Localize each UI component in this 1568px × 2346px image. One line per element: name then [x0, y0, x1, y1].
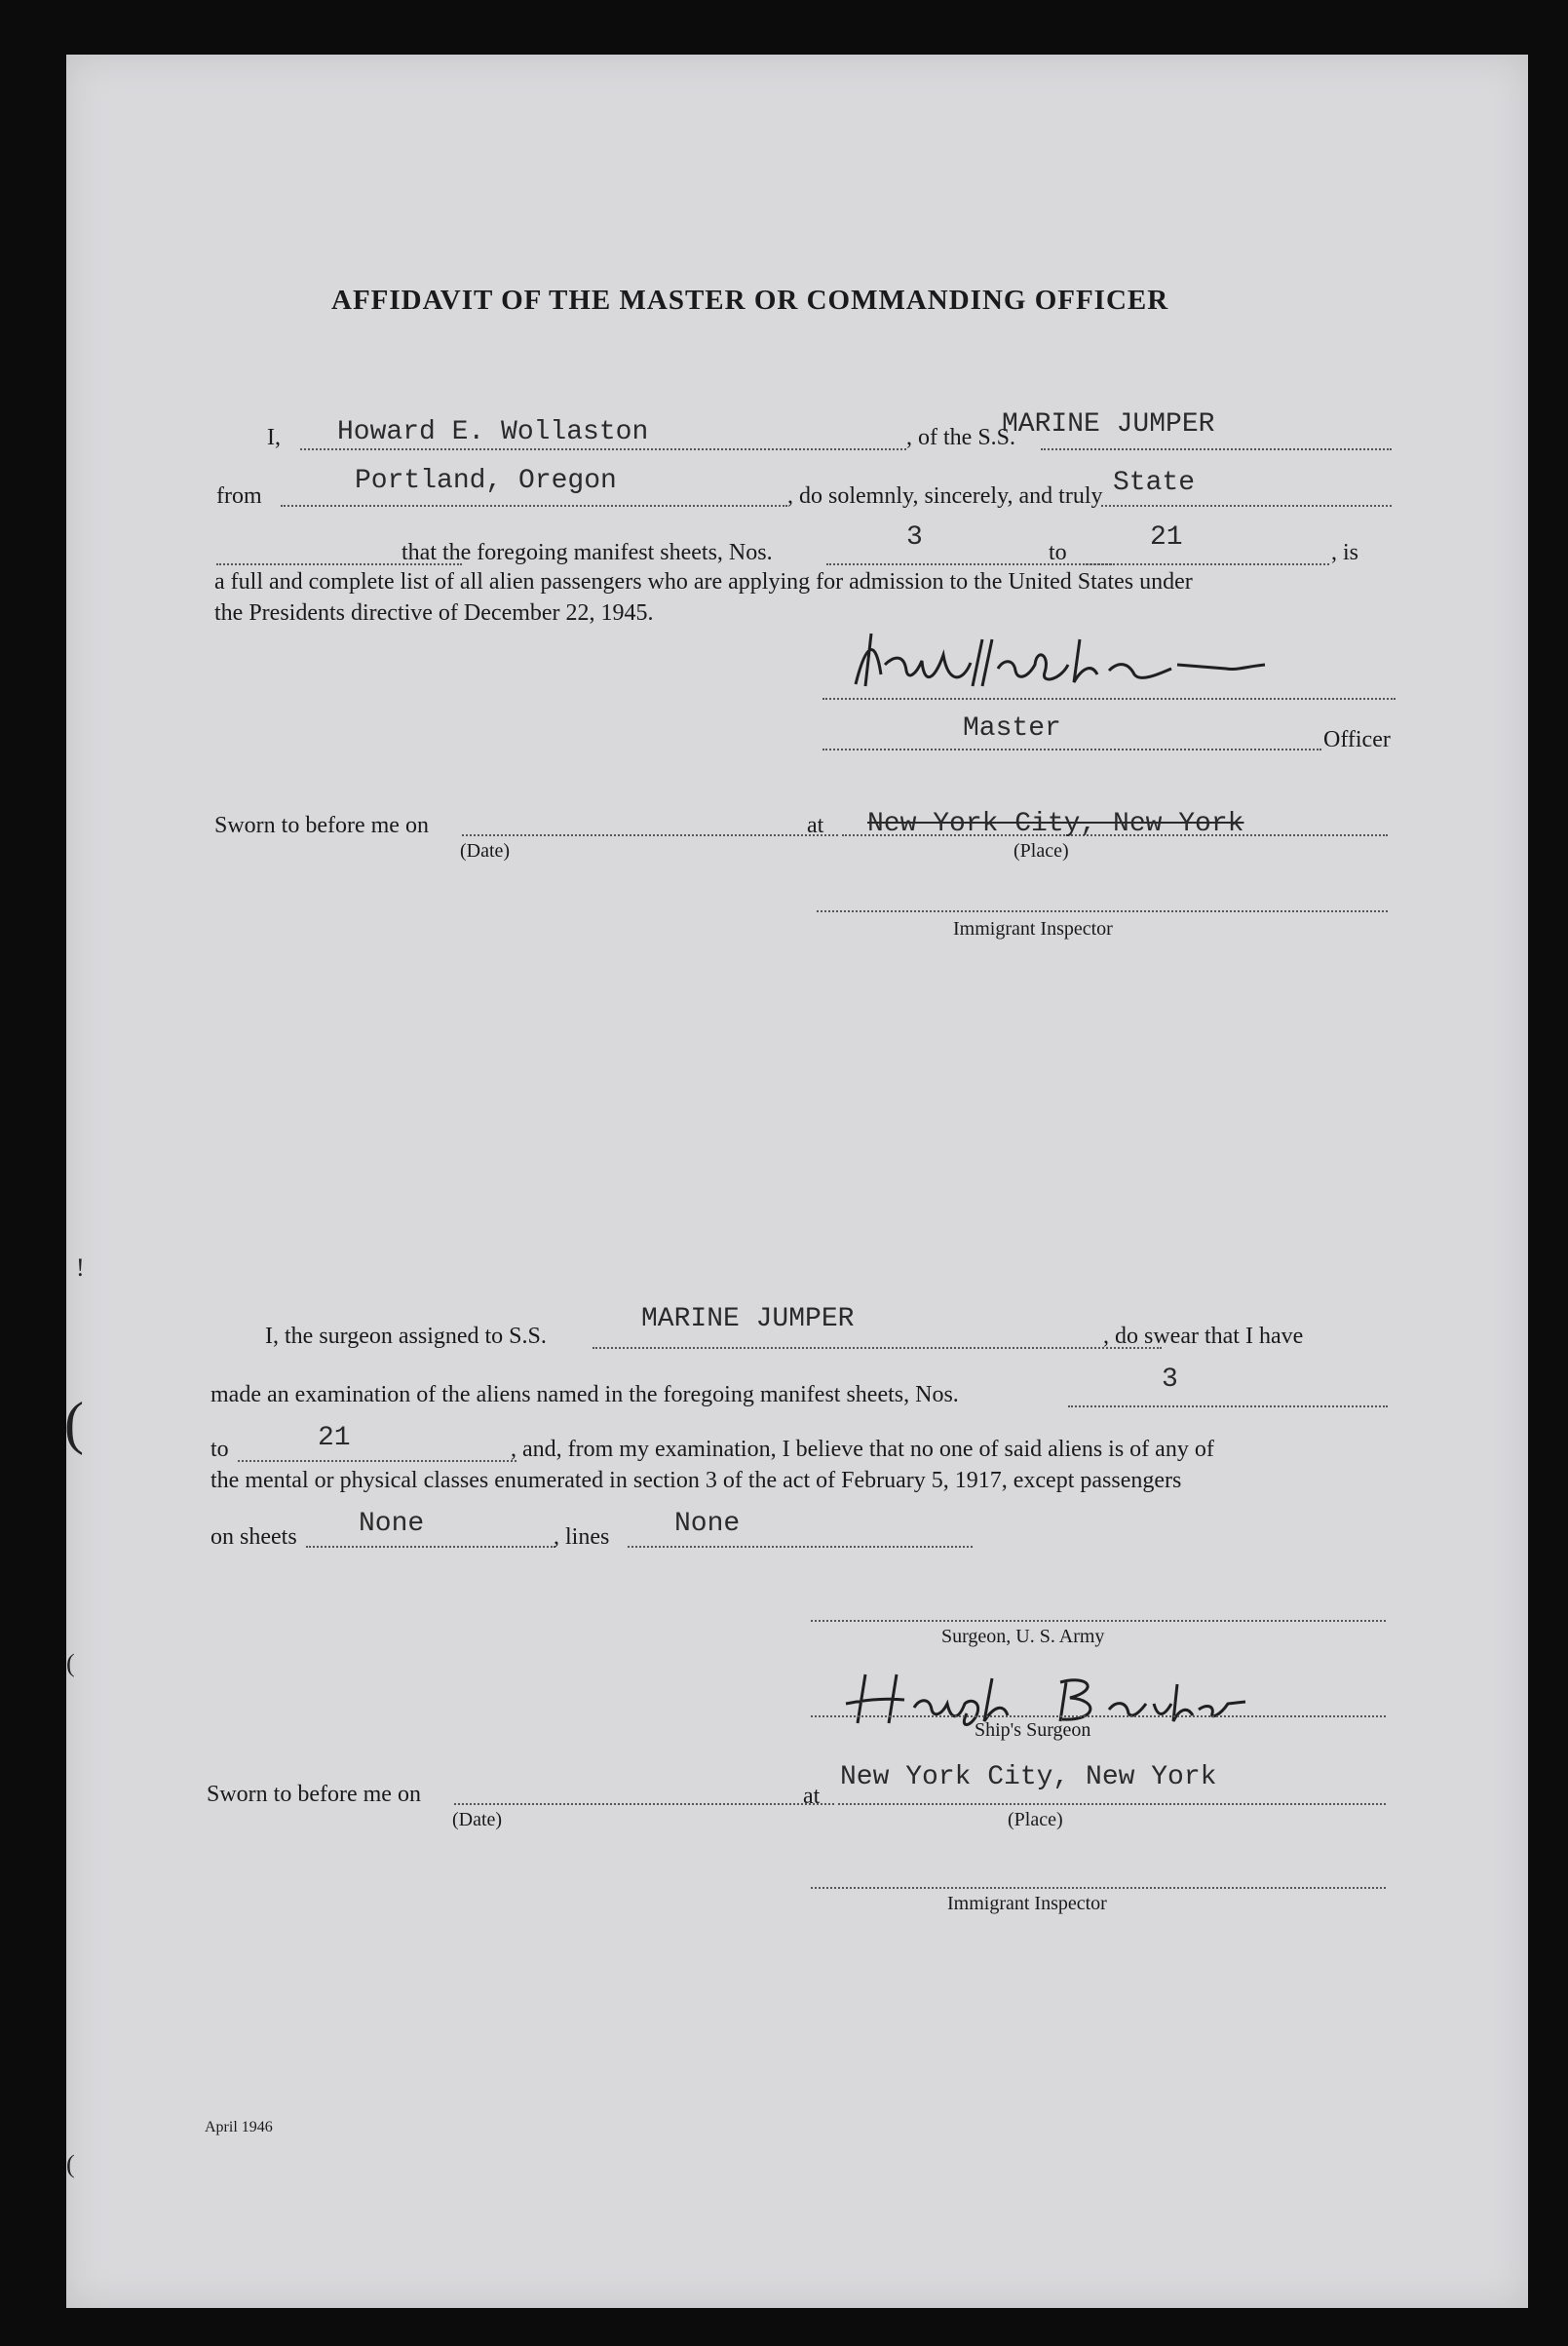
surgeon-inspector-label: Immigrant Inspector — [947, 1893, 1107, 1914]
surgeon-place: New York City, New York — [840, 1762, 1217, 1792]
surgeon-date-line — [454, 1803, 834, 1805]
surgeon-inspector-line — [811, 1887, 1386, 1889]
to-label: to — [1049, 540, 1067, 565]
ships-surgeon-label: Ship's Surgeon — [975, 1719, 1091, 1741]
lines-label: , lines — [554, 1524, 610, 1550]
solemnly-label: , do solemnly, sincerely, and truly — [787, 483, 1103, 509]
stray-mark: ( — [64, 1391, 84, 1455]
stray-mark: ( — [66, 1649, 75, 1677]
surgeon-at-label: at — [803, 1784, 821, 1809]
surgeon-date-label: (Date) — [452, 1809, 503, 1830]
surgeon-intro-label: I, the surgeon assigned to S.S. — [265, 1324, 547, 1349]
master-place: New York City, New York — [867, 809, 1244, 839]
master-ship: MARINE JUMPER — [1002, 409, 1215, 440]
from-place: Portland, Oregon — [355, 466, 617, 496]
officer-label: Officer — [1323, 727, 1391, 752]
army-label: Surgeon, U. S. Army — [941, 1626, 1105, 1647]
affidavit-line-3: the Presidents directive of December 22, 1945. — [214, 600, 654, 626]
of-ship-label: , of the S.S. — [906, 425, 1016, 450]
rank-upper-line — [822, 698, 1396, 700]
master-at-label: at — [807, 813, 824, 838]
army-line — [811, 1620, 1386, 1622]
is-label: , is — [1331, 540, 1359, 565]
from-label: from — [216, 483, 262, 509]
stray-mark: ( — [66, 2150, 75, 2178]
surgeon-swear-label: , do swear that I have — [1103, 1324, 1304, 1349]
from-line — [281, 505, 787, 507]
surgeon-sheet-to: 21 — [318, 1423, 351, 1453]
surgeon-ship-line — [593, 1347, 1162, 1349]
surgeon-belief-label: , and, from my examination, I believe that no one of said aliens is of any of — [511, 1437, 1214, 1462]
master-signature — [836, 626, 1362, 704]
master-place-label: (Place) — [1013, 840, 1069, 862]
master-rank: Master — [963, 713, 1061, 744]
surgeon-sheet-to-line — [238, 1460, 516, 1462]
sheets-label: that the foregoing manifest sheets, Nos. — [402, 540, 773, 565]
sheets-value-line — [306, 1546, 555, 1548]
document-title: AFFIDAVIT OF THE MASTER OR COMMANDING OFFICER — [331, 285, 1169, 316]
stray-mark: ! — [76, 1253, 85, 1282]
master-name: Howard E. Wollaston — [337, 417, 649, 447]
lines-value: None — [674, 1509, 741, 1539]
surgeon-sheet-from: 3 — [1162, 1365, 1178, 1395]
surgeon-sheet-from-line — [1068, 1405, 1388, 1407]
surgeon-ship: MARINE JUMPER — [641, 1304, 855, 1334]
state-line — [1101, 505, 1392, 507]
document-page — [66, 55, 1528, 2308]
state-word: State — [1113, 468, 1196, 498]
master-inspector-label: Immigrant Inspector — [953, 918, 1113, 940]
footer-date: April 1946 — [205, 2119, 273, 2135]
master-date-label: (Date) — [460, 840, 511, 862]
master-sheet-from: 3 — [906, 522, 923, 553]
ships-surgeon-line — [811, 1715, 1386, 1717]
master-sheet-to: 21 — [1150, 522, 1183, 553]
affidavit-line-2: a full and complete list of all alien passengers who are applying for admission to the United States under — [214, 569, 1193, 595]
surgeon-to-label: to — [210, 1437, 229, 1462]
surgeon-place-line — [838, 1803, 1386, 1805]
i-label: I, — [267, 425, 281, 450]
name-line — [300, 448, 906, 450]
surgeon-sworn-label: Sworn to before me on — [207, 1782, 421, 1807]
sheet-from-line — [826, 563, 1115, 565]
sheet-to-line — [1086, 563, 1329, 565]
ship-line — [1041, 448, 1392, 450]
surgeon-mental-line: the mental or physical classes enumerated in section 3 of the act of February 5, 1917, except passengers — [210, 1468, 1182, 1493]
sheets-value: None — [359, 1509, 425, 1539]
on-sheets-label: on sheets — [210, 1524, 297, 1550]
lines-value-line — [628, 1546, 973, 1548]
rank-line — [822, 749, 1321, 750]
surgeon-exam-label: made an examination of the aliens named in the foregoing manifest sheets, Nos. — [210, 1382, 959, 1407]
master-sworn-label: Sworn to before me on — [214, 813, 429, 838]
master-inspector-line — [817, 910, 1388, 912]
surgeon-place-label: (Place) — [1008, 1809, 1063, 1830]
master-date-line — [462, 834, 838, 836]
